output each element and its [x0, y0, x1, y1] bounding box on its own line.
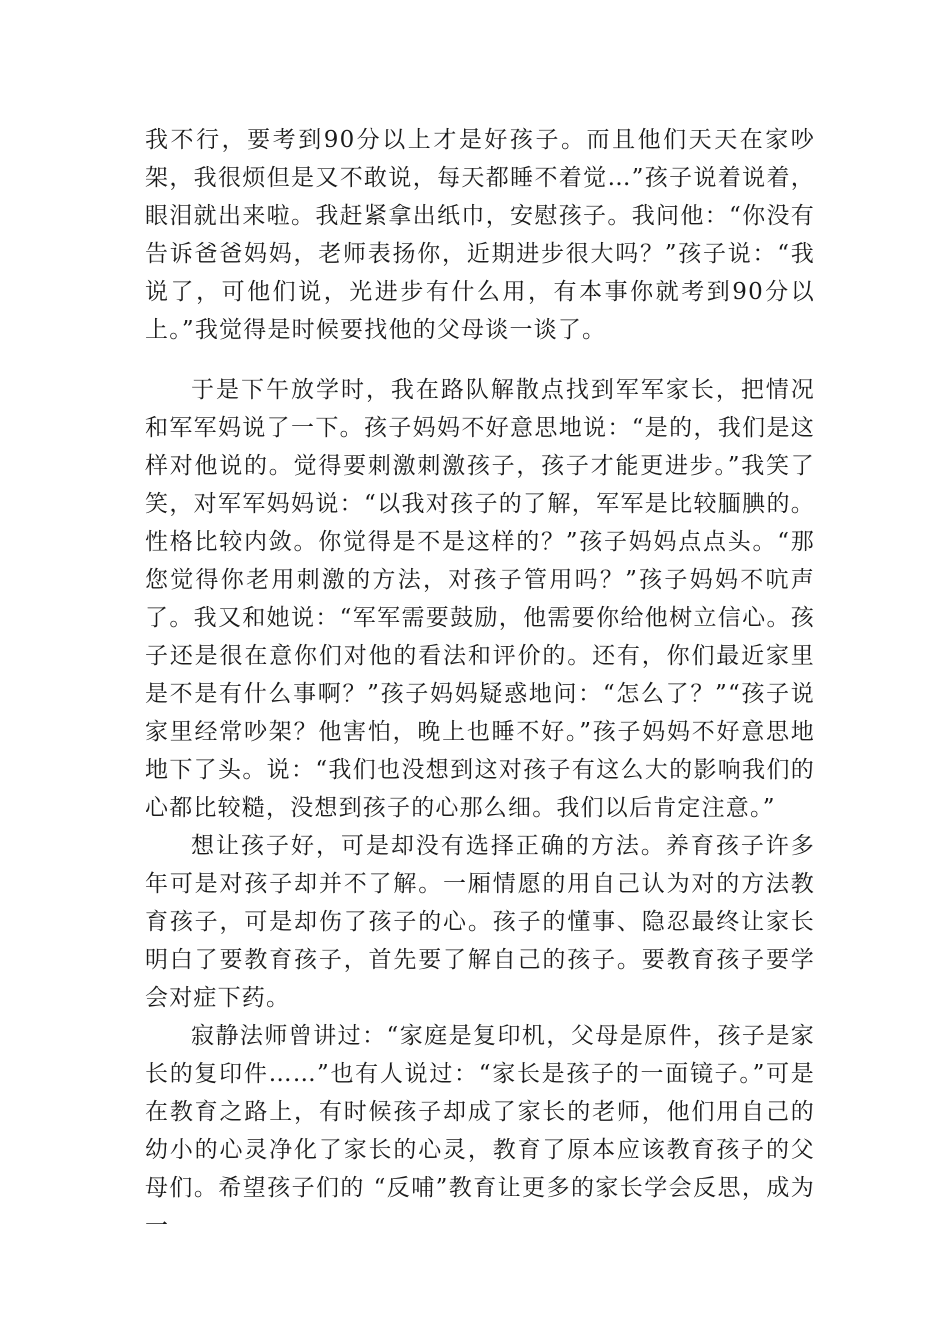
body-text	[145, 121, 815, 1245]
paragraph-3: 想让孩子好，可是却没有选择正确的方法。养育孩子许多年可是对孩子却并不了解。一厢情愿的用自己认为对的方法教育孩子，可是却伤了孩子的心。孩子的懂事、隐忍最终让家长明白了要教育孩子，首先要了解自己的孩子。要教育孩子要学会对症下药。	[145, 833, 815, 1011]
paragraph-2: 于是下午放学时，我在路队解散点找到军军家长，把情况和军军妈说了一下。孩子妈妈不好意思地说：“是的，我们是这样对他说的。觉得要刺激刺激孩子，孩子才能更进步。”我笑了笑，对军军妈妈说：“以我对孩子的了解，军军是比较腼腆的。性格比较内敛。你觉得是不是这样的？”孩子妈妈点点头。“那您觉得你老用刺激的方法，对孩子管用吗？”孩子妈妈不吭声了。我又和她说：“军军需要鼓励，他需要你给他树立信心。孩子还是很在意你们对他的看法和评价的。还有，你们最近家里是不是有什么事啊？”孩子妈妈疑惑地问：“怎么了？”“孩子说家里经常吵架？他害怕，晚上也睡不好。”孩子妈妈不好意思地地下了头。说：“我们也没想到这对孩子有这么大的影响我们的心都比较糙，没想到孩子的心那么细。我们以后肯定注意。”	[145, 377, 815, 821]
paragraph-1: 我不行，要考到90分以上才是好孩子。而且他们天天在家吵架，我很烦但是又不敢说，每天都睡不着觉…”孩子说着说着，眼泪就出来啦。我赶紧拿出纸巾，安慰孩子。我问他：“你没有告诉爸爸妈妈，老师表扬你，近期进步很大吗？”孩子说：“我说了，可他们说，光进步有什么用，有本事你就考到90分以上。”我觉得是时候要找他的父母谈一谈了。	[145, 127, 815, 343]
paragraph-4: 寂静法师曾讲过：“家庭是复印机，父母是原件，孩子是家长的复印件……”也有人说过：“家长是孩子的一面镜子。”可是在教育之路上，有时候孩子却成了家长的老师，他们用自己的幼小的心灵净化了家长的心灵，教育了原本应该教育孩子的父母们。希望孩子们的 “反哺”教育让更多的家长学会反思，成为一	[145, 1023, 815, 1239]
